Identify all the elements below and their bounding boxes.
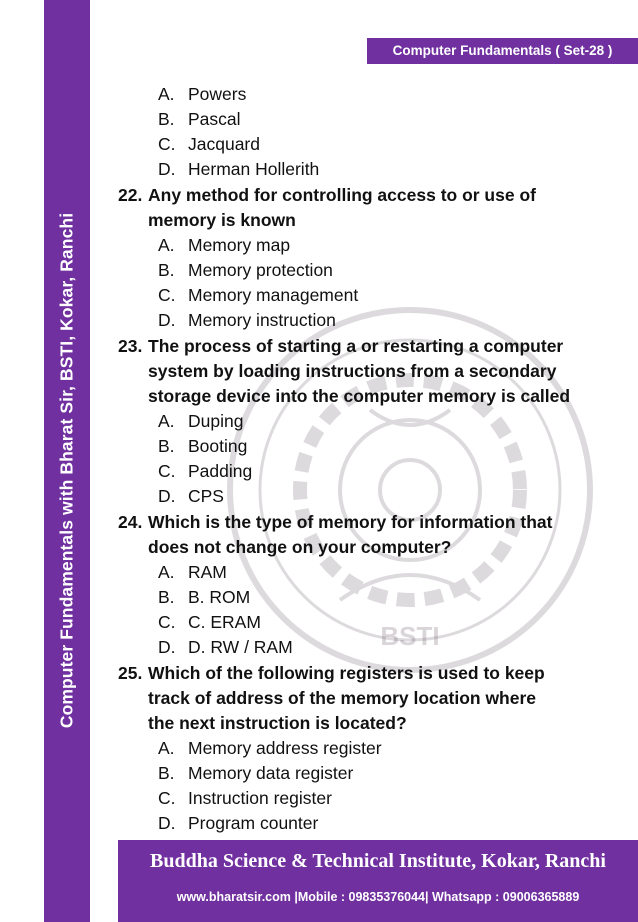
list-item	[158, 107, 241, 131]
option-text: Memory data register	[188, 763, 354, 783]
footer-contact: www.bharatsir.com |Mobile : 09835376044| Whatsapp : 09006365889	[176, 890, 580, 904]
option-text: Jacquard	[188, 134, 260, 154]
option-text: Padding	[188, 461, 253, 481]
footer-title: Buddha Science & Technical Institute, Kokar, Ranchi	[149, 850, 606, 872]
option-text: CPS	[188, 486, 224, 506]
option-letter: A.	[158, 84, 175, 104]
sidebar-title: Computer Fundamentals with Bharat Sir, BSTI, Kokar, Ranchi	[56, 212, 77, 729]
watermark-label: BSTI	[380, 621, 440, 651]
question-23	[118, 334, 563, 358]
option-letter: C.	[158, 285, 176, 305]
option-text: Instruction register	[188, 788, 332, 808]
option-letter: D.	[158, 310, 176, 330]
list-item	[158, 484, 224, 508]
question-23-line-2: system by loading instructions from a secondary	[148, 361, 557, 381]
sidebar	[0, 0, 90, 922]
set-badge: Computer Fundamentals ( Set-28 )	[367, 38, 638, 64]
option-text: Herman Hollerith	[188, 159, 320, 179]
question-text: Which of the following registers is used to keep	[148, 663, 545, 683]
list-item	[158, 283, 358, 307]
question-text: Any method for controlling access to or use of	[148, 185, 536, 205]
option-letter: A.	[158, 235, 175, 255]
list-item	[158, 82, 246, 106]
question-24-line-2: does not change on your computer?	[148, 537, 452, 557]
option-letter: C.	[158, 134, 176, 154]
list-item	[158, 434, 247, 458]
question-24	[118, 510, 552, 534]
question-number: 23.	[118, 336, 143, 356]
option-letter: C.	[158, 788, 176, 808]
option-text: Duping	[188, 411, 244, 431]
option-text: Memory instruction	[188, 310, 336, 330]
option-letter: D.	[158, 637, 176, 657]
list-item	[158, 610, 261, 634]
option-text: RAM	[188, 562, 227, 582]
question-25-line-2: track of address of the memory location where	[148, 688, 537, 708]
option-letter: C.	[158, 461, 176, 481]
option-text: Memory protection	[188, 260, 333, 280]
option-text: Memory management	[188, 285, 359, 305]
option-letter: B.	[158, 763, 175, 783]
option-letter: B.	[158, 587, 175, 607]
list-item	[158, 761, 353, 785]
option-text: Memory map	[188, 235, 291, 255]
option-text: Memory address register	[188, 738, 382, 758]
option-letter: A.	[158, 738, 175, 758]
list-item	[158, 233, 290, 257]
list-item	[158, 811, 318, 835]
question-number: 24.	[118, 512, 143, 532]
question-22	[118, 183, 536, 207]
question-25-line-3: the next instruction is located?	[148, 713, 407, 733]
list-item	[158, 786, 332, 810]
option-letter: B.	[158, 109, 175, 129]
option-letter: C.	[158, 612, 176, 632]
option-text: D. RW / RAM	[188, 637, 293, 657]
option-letter: D.	[158, 813, 176, 833]
question-text: The process of starting a or restarting a computer	[148, 336, 564, 356]
list-item	[158, 132, 260, 156]
question-25	[118, 661, 545, 685]
list-item	[158, 409, 243, 433]
question-text: Which is the type of memory for information that	[148, 512, 553, 532]
question-number: 22.	[118, 185, 143, 205]
option-text: B. ROM	[188, 587, 251, 607]
option-text: Pascal	[188, 109, 241, 129]
list-item	[158, 585, 250, 609]
option-letter: A.	[158, 411, 175, 431]
list-item	[158, 459, 252, 483]
option-letter: B.	[158, 260, 175, 280]
option-text: C. ERAM	[188, 612, 261, 632]
list-item	[158, 308, 336, 332]
question-22-line-2: memory is known	[148, 210, 296, 230]
option-letter: D.	[158, 159, 176, 179]
option-text: Booting	[188, 436, 248, 456]
list-item	[158, 157, 319, 181]
question-23-line-3: storage device into the computer memory is called	[148, 386, 571, 406]
list-item	[158, 258, 333, 282]
option-text: Program counter	[188, 813, 319, 833]
footer	[118, 840, 638, 922]
option-text: Powers	[188, 84, 247, 104]
option-letter: B.	[158, 436, 175, 456]
option-letter: A.	[158, 562, 175, 582]
question-number: 25.	[118, 663, 143, 683]
option-letter: D.	[158, 486, 176, 506]
list-item	[158, 560, 227, 584]
list-item	[158, 635, 293, 659]
list-item	[158, 736, 382, 760]
